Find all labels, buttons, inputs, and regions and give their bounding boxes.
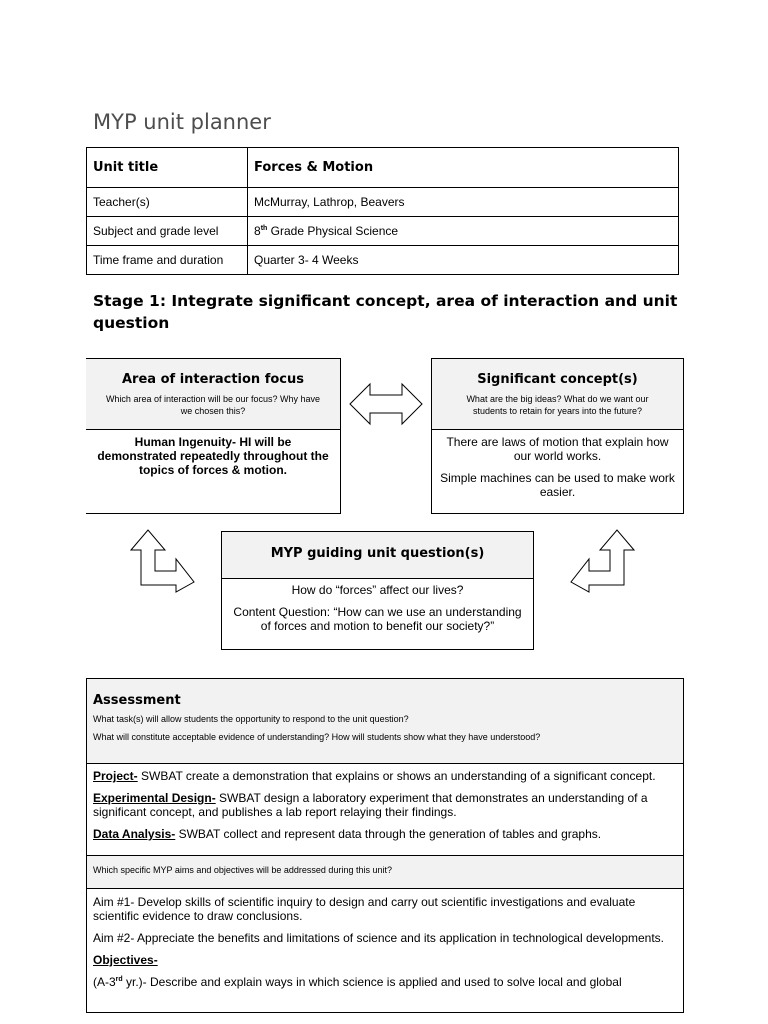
table-row: [87, 148, 679, 188]
table-row: [87, 188, 679, 217]
project-text: SWBAT create a demonstration that explains or shows an understanding of a significant concept.: [137, 769, 656, 783]
unit-info-table: [86, 147, 679, 275]
teacher-label: Teacher(s): [87, 188, 248, 217]
concept-text-2: Simple machines can be used to make work easier.: [440, 471, 675, 499]
design-text: SWBAT design a laboratory experiment that demonstrates an understanding of a significant concept, and publishes a lab report relaying their findings.: [93, 791, 648, 819]
concept-text-1: There are laws of motion that explain how our world works.: [446, 435, 669, 463]
significant-concept-box: [431, 358, 684, 514]
aoi-body: [86, 430, 340, 490]
guiding-title: MYP guiding unit question(s): [270, 546, 485, 561]
subject-value: [248, 217, 679, 246]
aoi-text: Human Ingenuity- HI will be demonstrated repeatedly throughout the topics of forces & motion.: [97, 435, 329, 477]
concept-question: What are the big ideas? What do we want our students to retain for years into the future?: [466, 394, 649, 416]
aims-question: Which specific MYP aims and objectives will be addressed during this unit?: [87, 856, 683, 889]
grade-number: 8: [254, 224, 261, 238]
table-row: [87, 217, 679, 246]
assessment-section: [86, 678, 684, 1013]
objectives-item: [93, 953, 677, 967]
aoi-header: [86, 359, 340, 430]
subject-text: Grade Physical Science: [270, 224, 399, 238]
bent-arrow-right-icon: [569, 528, 635, 594]
objective-prefix: (A-3: [93, 975, 116, 989]
design-item: [93, 791, 677, 819]
data-label: Data Analysis-: [93, 827, 176, 841]
aim-1: Aim #1- Develop skills of scientific inquiry to design and carry out scientific investigations and evaluate scientific evidence to draw conclusions.: [93, 895, 636, 923]
design-label: Experimental Design-: [93, 791, 216, 805]
guiding-text-2: Content Question: “How can we use an understanding of forces and motion to benefit our society?”: [233, 605, 522, 633]
double-arrow-icon: [348, 382, 424, 426]
stage-heading: Stage 1: Integrate significant concept, area of interaction and unit question: [93, 292, 678, 332]
table-row: [87, 246, 679, 275]
project-item: [93, 769, 677, 783]
objectives-label: Objectives-: [93, 953, 158, 967]
project-label: Project-: [93, 769, 138, 783]
data-item: [93, 827, 677, 841]
objective-1: [93, 975, 677, 989]
unit-title-label: Unit title: [87, 148, 248, 188]
bent-arrow-left-icon: [130, 528, 196, 594]
area-of-interaction-box: [86, 358, 341, 514]
time-label: Time frame and duration: [87, 246, 248, 275]
concept-title: Significant concept(s): [477, 372, 638, 387]
assessment-header: [87, 679, 683, 764]
concept-body: [432, 430, 683, 512]
time-value: Quarter 3- 4 Weeks: [248, 246, 679, 275]
aims-body: [87, 889, 683, 989]
guiding-header: [222, 532, 533, 579]
aoi-question: Which area of interaction will be our focus? Why have we chosen this?: [105, 394, 321, 416]
guiding-body: [222, 579, 533, 646]
assessment-question-1: What task(s) will allow students the opportunity to respond to the unit question?: [93, 714, 409, 724]
aoi-title: Area of interaction focus: [122, 372, 304, 387]
page-title: MYP unit planner: [93, 110, 271, 134]
aim-2: Aim #2- Appreciate the benefits and limitations of science and its application in technological developments.: [93, 931, 665, 945]
teacher-value: McMurray, Lathrop, Beavers: [248, 188, 679, 217]
subject-label: Subject and grade level: [87, 217, 248, 246]
assessment-body: [87, 764, 683, 856]
assessment-question-2: What will constitute acceptable evidence of understanding? How will students show what they have understood?: [93, 732, 541, 742]
guiding-question-box: [221, 531, 534, 650]
objective-suffix: rd: [115, 976, 123, 983]
objective-text: yr.)- Describe and explain ways in which science is applied and used to solve local and global: [122, 975, 622, 989]
concept-header: [432, 359, 683, 430]
data-text: SWBAT collect and represent data through the generation of tables and graphs.: [175, 827, 602, 841]
unit-title-value: Forces & Motion: [248, 148, 679, 188]
guiding-text-1: How do “forces” affect our lives?: [291, 583, 464, 597]
assessment-title: Assessment: [93, 693, 181, 708]
grade-suffix: th: [260, 225, 268, 232]
